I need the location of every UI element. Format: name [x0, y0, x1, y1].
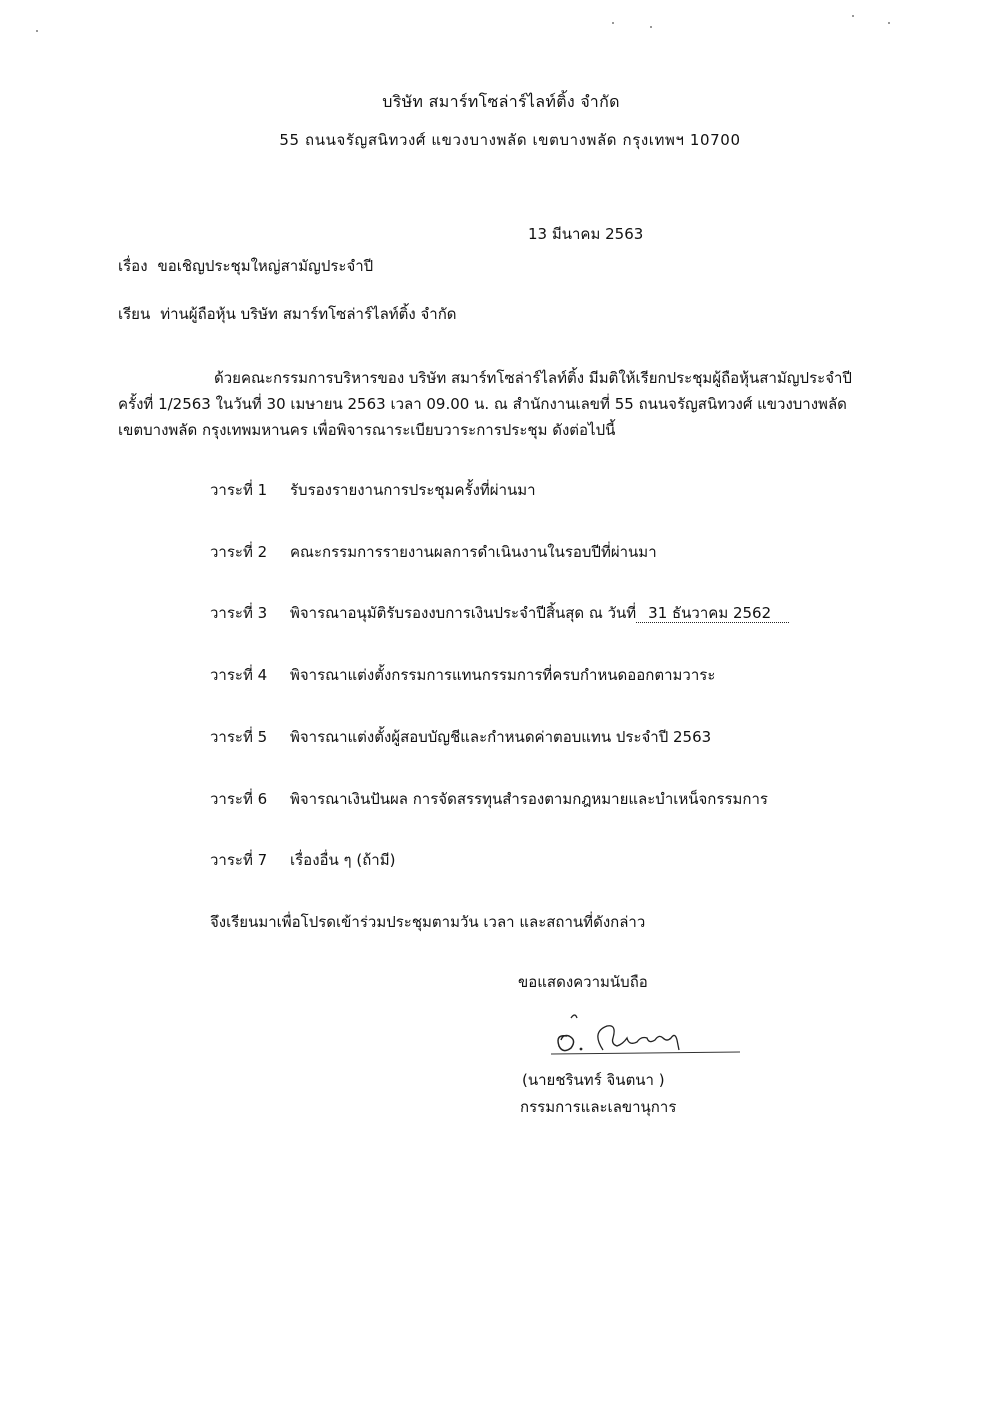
- agenda-text: พิจารณาแต่งตั้งผู้สอบบัญชีและกำหนดค่าตอบแทน ประจำปี 2563: [290, 728, 712, 746]
- closing-sentence: จึงเรียนมาเพื่อโปรดเข้าร่วมประชุมตามวัน เวลา และสถานที่ดังกล่าว: [210, 913, 646, 931]
- scan-speck: [36, 30, 38, 32]
- agenda-item: [210, 540, 657, 564]
- signature-image: [515, 1008, 745, 1058]
- agenda-text: รับรองรายงานการประชุมครั้งที่ผ่านมา: [290, 481, 536, 499]
- signer-name: (นายชรินทร์ จินตนา ): [522, 1071, 665, 1089]
- agenda-number: วาระที่ 5: [210, 728, 268, 746]
- agenda-text: เรื่องอื่น ๆ (ถ้ามี): [290, 851, 396, 869]
- agenda-text: พิจารณาอนุมัติรับรองงบการเงินประจำปีสิ้นสุด ณ วันที่: [290, 604, 637, 622]
- recipient-text: ท่านผู้ถือหุ้น บริษัท สมาร์ทโซล่าร์ไลท์ติ้ง จำกัด: [160, 305, 457, 323]
- scan-speck: [888, 22, 890, 24]
- agenda-number: วาระที่ 2: [210, 543, 268, 561]
- agenda-text: คณะกรรมการรายงานผลการดำเนินงานในรอบปีที่ผ่านมา: [290, 543, 657, 561]
- company-name: บริษัท สมาร์ทโซล่าร์ไลท์ติ้ง จำกัด: [382, 92, 620, 111]
- agenda-number: วาระที่ 4: [210, 666, 268, 684]
- agenda-item: [210, 663, 715, 687]
- scan-speck: [612, 22, 614, 24]
- agenda-item: [210, 725, 711, 749]
- subject-text: ขอเชิญประชุมใหญ่สามัญประจำปี: [157, 257, 374, 275]
- agenda-number: วาระที่ 1: [210, 481, 268, 499]
- agenda-text: พิจารณาแต่งตั้งกรรมการแทนกรรมการที่ครบกำหนดออกตามวาระ: [290, 666, 716, 684]
- letter-date: 13 มีนาคม 2563: [528, 225, 644, 243]
- agenda-number: วาระที่ 6: [210, 790, 268, 808]
- agenda-item: [210, 787, 768, 811]
- agenda-text: พิจารณาเงินปันผล การจัดสรรทุนสำรองตามกฎหมายและบำเหน็จกรรมการ: [290, 790, 768, 808]
- agenda-number: วาระที่ 7: [210, 851, 268, 869]
- signer-position: กรรมการและเลขานุการ: [520, 1098, 677, 1116]
- agenda-item: [210, 848, 395, 872]
- scan-speck: [852, 15, 854, 17]
- body-line: ด้วยคณะกรรมการบริหารของ บริษัท สมาร์ทโซล่าร์ไลท์ติ้ง มีมติให้เรียกประชุมผู้ถือหุ้นสามัญประจำปี: [214, 369, 852, 387]
- agenda-item: [210, 601, 789, 625]
- scan-speck: [650, 26, 652, 28]
- subject-line: [118, 254, 373, 278]
- recipient-label: เรียน: [118, 305, 151, 323]
- company-address: 55 ถนนจรัญสนิทวงศ์ แขวงบางพลัด เขตบางพลัด กรุงเทพฯ 10700: [279, 131, 741, 149]
- agenda-date-fill: 31 ธันวาคม 2562: [636, 604, 789, 623]
- body-line: ครั้งที่ 1/2563 ในวันที่ 30 เมษายน 2563 เวลา 09.00 น. ณ สำนักงานเลขที่ 55 ถนนจรัญสนิทวงศ์ แขวงบางพลัด: [118, 395, 847, 413]
- recipient-line: [118, 302, 457, 326]
- body-paragraph: [118, 365, 906, 443]
- subject-label: เรื่อง: [118, 257, 148, 275]
- agenda-number: วาระที่ 3: [210, 604, 268, 622]
- agenda-item: [210, 478, 536, 502]
- body-line: เขตบางพลัด กรุงเทพมหานคร เพื่อพิจารณาระเบียบวาระการประชุม ดังต่อไปนี้: [118, 421, 616, 439]
- regards-text: ขอแสดงความนับถือ: [518, 973, 648, 991]
